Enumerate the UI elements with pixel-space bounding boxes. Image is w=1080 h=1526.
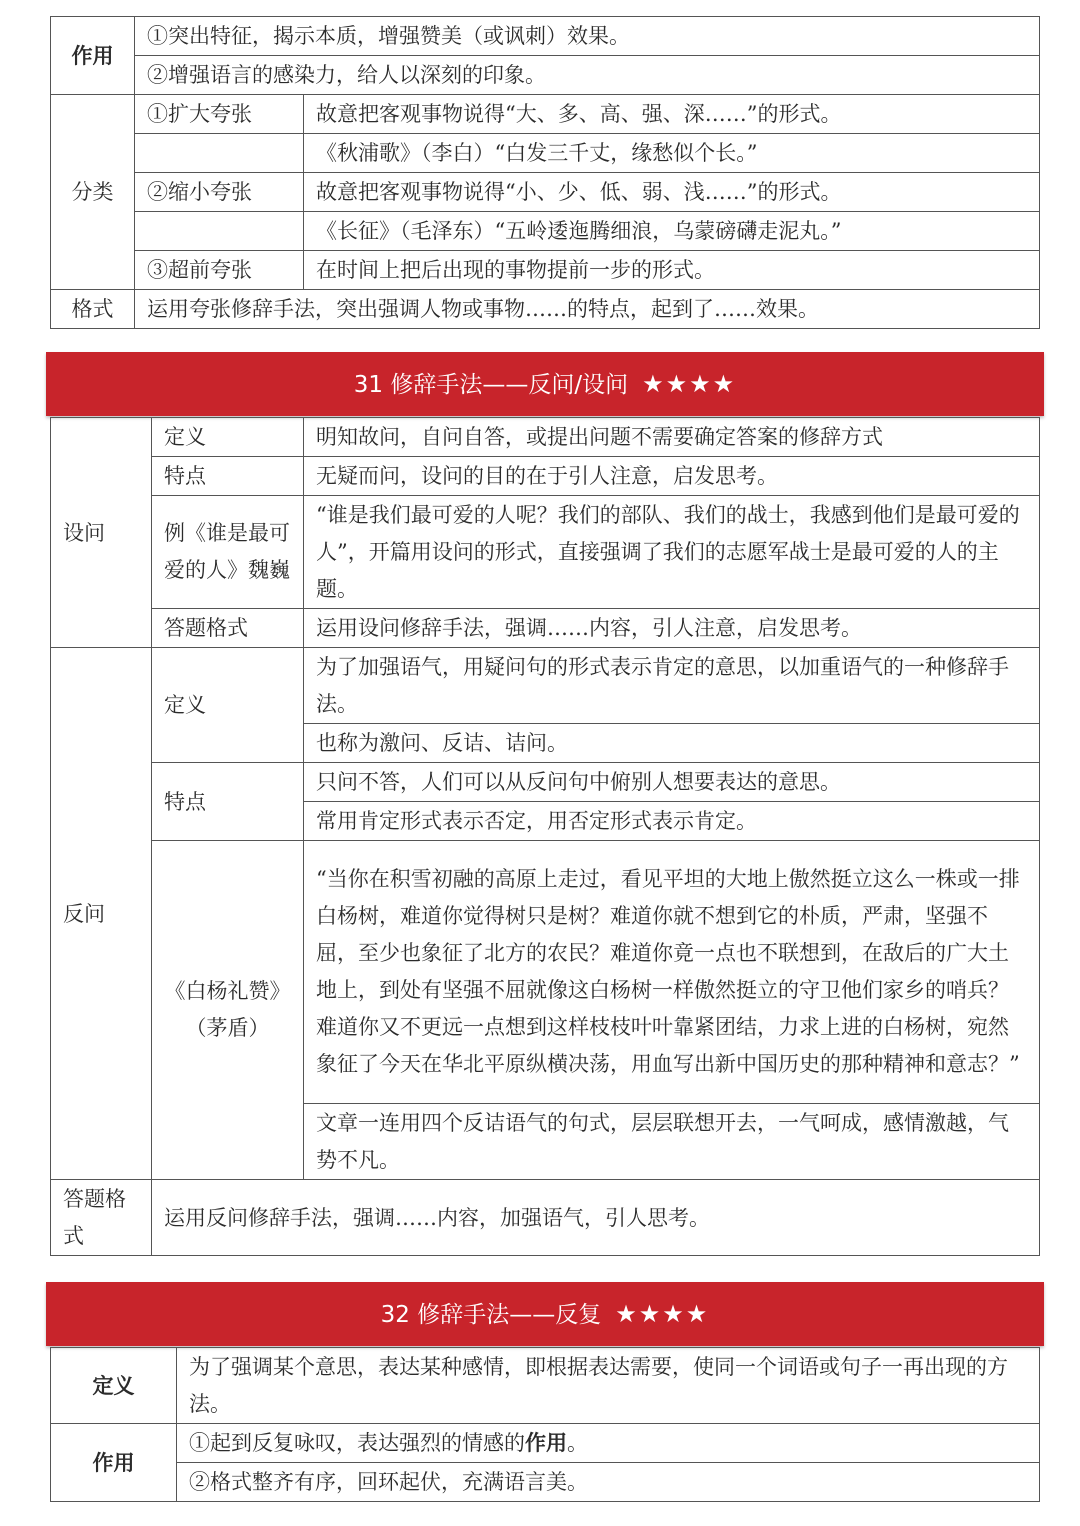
fanwen-example-label: 《白杨礼赞》（茅盾） [152,841,304,1180]
fanwen-answer-text: 运用反问修辞手法，强调……内容，加强语气，引人思考。 [152,1180,1040,1256]
hyperbole-type [135,212,304,251]
section-32-banner [46,1282,1044,1346]
fanwen-feat-text-1: 只问不答，人们可以从反问句中俯别人想要表达的意思。 [304,763,1040,802]
section-31-title: 31 修辞手法——反问/设问 [353,372,629,398]
effect-1-text: ①起到反复咏叹，表达强烈的情感的 [189,1431,525,1455]
fanwen-def-alias: 也称为激问、反诘、诘问。 [304,724,1040,763]
format-label: 格式 [51,290,135,329]
rating-stars-icon: ★★★★ [615,1300,710,1328]
hyperbole-type [135,134,304,173]
fanwen-answer-label: 答题格式 [51,1180,152,1256]
sheqwen-answer-label: 答题格式 [152,609,304,648]
fanwen-label: 反问 [51,648,152,1180]
sheqwen-example-text: “谁是我们最可爱的人呢？我们的部队、我们的战士，我感到他们是最可爱的人”，开篇用设问的形式，直接强调了我们的志愿军战士是最可爱的人的主题。 [304,496,1040,609]
fanwen-feat-text-2: 常用肯定形式表示否定，用否定形式表示肯定。 [304,802,1040,841]
fanwen-example-text: “当你在积雪初融的高原上走过，看见平坦的大地上傲然挺立这么一株或一排白杨树，难道你觉得树只是树？难道你就不想到它的朴质，严肃，坚强不屈，至少也象征了北方的农民？难道你竟一点也不联想到，在敌后的广大土地上，到处有坚强不屈就像这白杨树一样傲然挺立的守卫他们家乡的哨兵？难道你又不更远一点想到这样枝枝叶叶靠紧团结，力求上进的白杨树，宛然象征了今天在华北平原纵横决荡，用血写出新中国历史的那种精神和意志？” [304,841,1040,1104]
repetition-table [50,1347,1040,1502]
format-text: 运用夸张修辞手法，突出强调人物或事物……的特点，起到了……效果。 [135,290,1040,329]
repetition-effect-1 [177,1424,1040,1463]
hyperbole-type: ①扩大夸张 [135,95,304,134]
section-32-title: 32 修辞手法——反复 [380,1302,602,1328]
classification-label: 分类 [51,95,135,290]
repetition-def-label: 定义 [51,1348,177,1424]
fanwen-example-comment: 文章一连用四个反诘语气的句式，层层联想开去，一气呵成，感情激越，气势不凡。 [304,1104,1040,1180]
sheqwen-example-label: 例《谁是最可爱的人》魏巍 [152,496,304,609]
sheqwen-def-label: 定义 [152,418,304,457]
hyperbole-example: 《秋浦歌》（李白）“白发三千丈，缘愁似个长。” [304,134,1040,173]
fanwen-feat-label: 特点 [152,763,304,841]
fanwen-def-text: 为了加强语气，用疑问句的形式表示肯定的意思，以加重语气的一种修辞手法。 [304,648,1040,724]
repetition-effect-2: ②格式整齐有序，回环起伏，充满语言美。 [177,1463,1040,1502]
sheqwen-label: 设问 [51,418,152,648]
rating-stars-icon: ★★★★ [642,370,737,398]
effect-1-end: 。 [567,1431,588,1455]
sheqwen-def-text: 明知故问，自问自答，或提出问题不需要确定答案的修辞方式 [304,418,1040,457]
sheqwen-feat-text: 无疑而问，设问的目的在于引人注意，启发思考。 [304,457,1040,496]
repetition-effect-label: 作用 [51,1424,177,1502]
effect-item-1: ①突出特征，揭示本质，增强赞美（或讽刺）效果。 [135,17,1040,56]
fanwen-def-label: 定义 [152,648,304,763]
sheqwen-feat-label: 特点 [152,457,304,496]
hyperbole-desc: 在时间上把后出现的事物提前一步的形式。 [304,251,1040,290]
hyperbole-example: 《长征》（毛泽东）“五岭逶迤腾细浪，乌蒙磅礴走泥丸。” [304,212,1040,251]
effect-item-2: ②增强语言的感染力，给人以深刻的印象。 [135,56,1040,95]
hyperbole-desc: 故意把客观事物说得“大、多、高、强、深……”的形式。 [304,95,1040,134]
section-31-banner [46,352,1044,416]
hyperbole-type: ②缩小夸张 [135,173,304,212]
sheqwen-answer-text: 运用设问修辞手法，强调……内容，引人注意，启发思考。 [304,609,1040,648]
hyperbole-table [50,16,1040,329]
rhetorical-question-table [50,417,1040,1256]
effect-1-emphasis: 作用 [525,1431,567,1455]
hyperbole-desc: 故意把客观事物说得“小、少、低、弱、浅……”的形式。 [304,173,1040,212]
hyperbole-type: ③超前夸张 [135,251,304,290]
repetition-def-text: 为了强调某个意思，表达某种感情，即根据表达需要，使同一个词语或句子一再出现的方法。 [177,1348,1040,1424]
effect-label: 作用 [51,17,135,95]
